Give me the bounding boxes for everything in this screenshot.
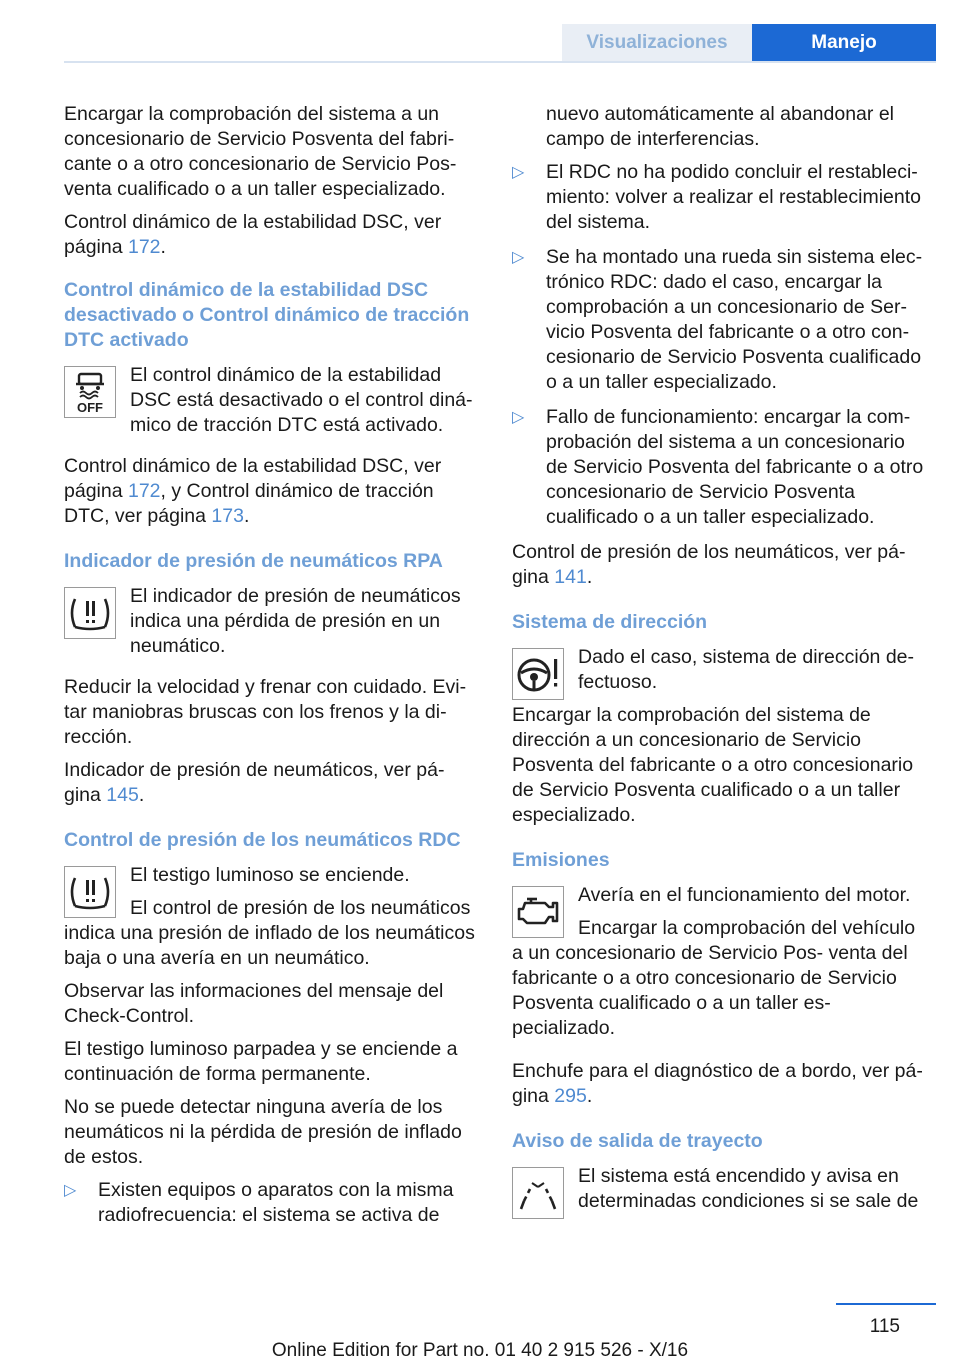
section-heading-rdc: Control de presión de los neumáticos RDC — [64, 829, 461, 851]
paragraph: Encargar la comprobación del sistema a un concesionario de Servicio Posventa del fabri‐ cante o a otro concesionario de Servicio Pos‐ venta cualificado o a un taller especializado. — [64, 103, 457, 200]
paragraph: Indicador de presión de neumáticos, ver pá‐ gina 145. — [64, 759, 445, 806]
triangle-bullet-icon: ▷ — [64, 1182, 77, 1199]
paragraph: No se puede detectar ninguna avería de los neumáticos ni la pérdida de presión de inflado de estos. — [64, 1096, 462, 1168]
dsc-block — [64, 363, 482, 446]
emissions-block — [512, 883, 930, 1041]
paragraph: El control de presión de los neumáticos indica una presión de inflado de los neumáticos baja o una avería en un neumático. — [64, 897, 475, 969]
page-link[interactable]: 145 — [106, 784, 139, 806]
paragraph: Encargar la comprobación del sistema de dirección a un concesionario de Servicio Posventa del fabricante o a otro concesionario de Servicio Posventa cualificado o a un taller especializado. — [512, 704, 914, 826]
triangle-bullet-icon: ▷ — [512, 409, 525, 426]
section-heading-rpa: Indicador de presión de neumáticos RPA — [64, 550, 443, 572]
paragraph: El control dinámico de la estabilidad DSC está desactivado o el control diná‐ mico de tracción DTC está activado. — [130, 364, 473, 436]
steering-block — [512, 645, 930, 828]
section-heading-dsc: Control dinámico de la estabilidad DSC desactivado o Control dinámico de tracción DTC activado — [64, 279, 470, 351]
section-tab-manejo[interactable]: Manejo — [752, 24, 936, 62]
section-heading-lane: Aviso de salida de trayecto — [512, 1130, 763, 1152]
steering-warning-icon — [512, 648, 564, 700]
paragraph: Control dinámico de la estabilidad DSC, ver página 172, y Control dinámico de tracción DTC, ver página 173. — [64, 455, 442, 527]
triangle-bullet-icon: ▷ — [512, 249, 525, 266]
page-link[interactable]: 172 — [127, 480, 161, 502]
edition-footer: Online Edition for Part no. 01 40 2 915 526 - X/16 — [271, 1340, 689, 1361]
bullet-list — [64, 1178, 482, 1228]
section-heading-emissions: Emisiones — [512, 849, 610, 871]
header-rule — [64, 61, 936, 63]
svg-text:OFF: OFF — [77, 400, 103, 414]
page-link[interactable]: 173 — [211, 505, 244, 527]
paragraph: El testigo luminoso se enciende. — [130, 864, 410, 886]
paragraph: Dado el caso, sistema de dirección de‐ fectuoso. — [578, 646, 915, 693]
tire-pressure-warning-icon — [64, 866, 116, 918]
section-tab-visualizaciones[interactable]: Visualizaciones — [562, 24, 752, 62]
list-item: ▷ Fallo de funcionamiento: encargar la com‐ probación del sistema a un concesionario de Servicio Posventa del fabricante o a otro concesionario de Servicio Posventa cualificado o a un taller especializado. — [512, 406, 924, 528]
bullet-list — [512, 160, 930, 530]
page-number: 115 — [869, 1316, 900, 1337]
paragraph: Avería en el funcionamiento del motor. — [578, 884, 911, 906]
dsc-off-icon — [64, 366, 116, 418]
triangle-bullet-icon: ▷ — [512, 164, 525, 181]
left-column — [64, 102, 482, 1238]
engine-icon — [512, 886, 564, 938]
paragraph: Reducir la velocidad y frenar con cuidado. Evi‐ tar maniobras bruscas con los frenos y la di‐ rección. — [64, 676, 467, 748]
page-link[interactable]: 141 — [554, 566, 587, 588]
paragraph: Observar las informaciones del mensaje del Check-Control. — [64, 980, 444, 1027]
lane-block — [512, 1164, 930, 1214]
paragraph: Control dinámico de la estabilidad DSC, ver página 172. — [64, 211, 442, 258]
rpa-block — [64, 584, 482, 667]
paragraph: Encargar la comprobación del vehículo a un concesionario de Servicio Pos‐ venta del fabricante o a otro concesionario de Servicio Posventa cualificado o a un taller es‐ pecializado. — [512, 917, 916, 1039]
list-item: ▷ El RDC no ha podido concluir el restableci‐ miento: volver a realizar el restablecimiento del sistema. — [512, 161, 921, 233]
right-column — [512, 102, 930, 1222]
page-link[interactable]: 172 — [127, 236, 161, 258]
page-link[interactable]: 295 — [554, 1085, 587, 1107]
page-header — [562, 24, 936, 62]
paragraph: Enchufe para el diagnóstico de a bordo, ver pá‐ gina 295. — [512, 1060, 923, 1107]
tire-pressure-warning-icon — [64, 587, 116, 639]
paragraph: El sistema está encendido y avisa en determinadas condiciones si se sale de — [578, 1165, 919, 1212]
list-item: ▷ Se ha montado una rueda sin sistema elec‐ trónico RDC: dado el caso, encargar la comprobación a un concesionario de Ser‐ vicio Posventa del fabricante o a otro con‐ cesionario de Servicio Posventa cualificado o a un taller especializado. — [512, 246, 923, 393]
list-item: ▷ Existen equipos o aparatos con la misma radiofrecuencia: el sistema se activa de — [64, 1179, 454, 1226]
list-item-continuation: nuevo automáticamente al abandonar el campo de interferencias. — [546, 103, 894, 150]
paragraph: El indicador de presión de neumáticos indica una pérdida de presión en un neumático. — [130, 585, 461, 657]
paragraph: El testigo luminoso parpadea y se enciende a continuación de forma permanente. — [64, 1038, 458, 1085]
rdc-block — [64, 863, 482, 971]
footer-rule — [836, 1303, 936, 1305]
paragraph: Control de presión de los neumáticos, ver pá‐ gina 141. — [512, 541, 906, 588]
lane-departure-icon — [512, 1167, 564, 1219]
section-heading-steering: Sistema de dirección — [512, 611, 708, 633]
